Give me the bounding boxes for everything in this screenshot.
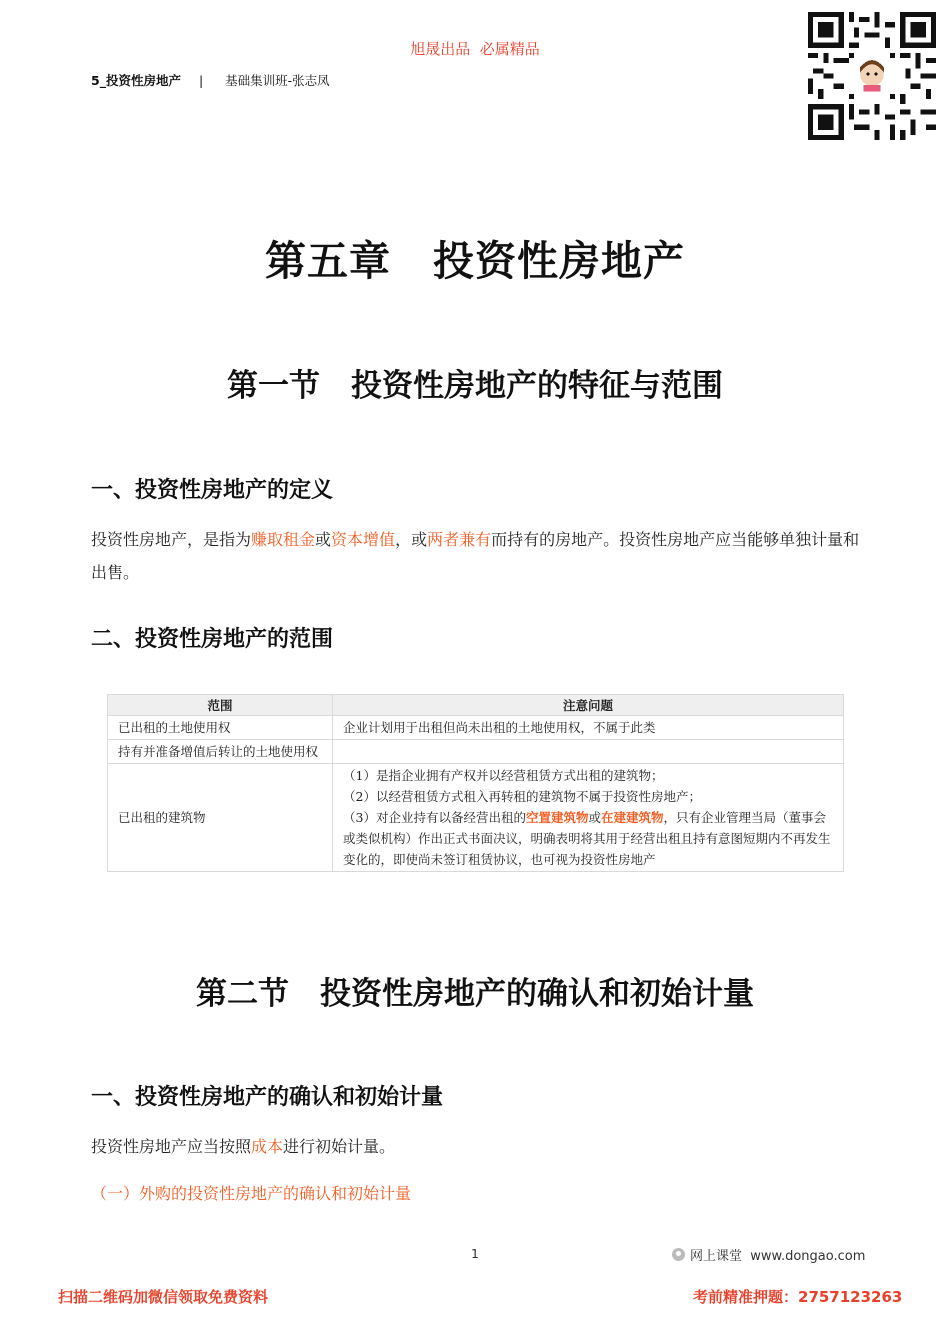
highlight-building-under-construction: 在建建筑物 (601, 810, 664, 825)
table-header-scope: 范围 (108, 695, 333, 716)
scope-table (107, 694, 844, 872)
highlight-cost: 成本 (251, 1137, 284, 1156)
table-cell-scope: 持有并准备增值后转让的土地使用权 (108, 740, 333, 764)
header-separator: | (198, 73, 204, 88)
text-run: 或 (588, 810, 601, 825)
footer-right-ad: 考前精准押题：2757123263 (693, 1288, 903, 1306)
highlight-both: 两者兼有 (427, 530, 492, 549)
section-2-title: 第二节 投资性房地产的确认和初始计量 (196, 976, 754, 1012)
chapter-code: 5_投资性房地产 (91, 73, 181, 88)
note-line (343, 807, 833, 870)
highlight-vacant-building: 空置建筑物 (525, 810, 589, 825)
note-line: （2）以经营租赁方式租入再转租的建筑物不属于投资性房地产； (343, 789, 701, 804)
text-run: 或 (315, 530, 332, 549)
note-line: （1）是指企业拥有产权并以经营租赁方式出租的建筑物； (343, 768, 664, 783)
page-number: 1 (471, 1246, 479, 1261)
table-cell-note: 企业计划用于出租但尚未出租的土地使用权，不属于此类 (333, 716, 844, 740)
text-run: 投资性房地产，是指为 (91, 530, 252, 549)
definition-heading: 一、投资性房地产的定义 (91, 477, 334, 503)
table-cell-scope: 已出租的土地使用权 (108, 716, 333, 740)
text-run: 而持有的房地产。投资性房地产应当能够单独计量和出售。 (91, 530, 860, 582)
text-run: （3）对企业持有以备经营出租的 (343, 810, 526, 825)
table-cell-note (333, 740, 844, 764)
highlight-capital-appreciation: 资本增值 (331, 530, 396, 549)
table-cell-scope: 已出租的建筑物 (108, 764, 333, 872)
table-cell-note (333, 764, 844, 872)
text-run: ，或 (395, 530, 428, 549)
site-logo[interactable] (672, 1245, 865, 1264)
text-run: 进行初始计量。 (283, 1137, 396, 1156)
running-header (91, 71, 330, 89)
definition-paragraph (91, 523, 866, 589)
footer-left-ad: 扫描二维码加微信领取免费资料 (58, 1288, 269, 1306)
highlight-rent: 赚取租金 (251, 530, 316, 549)
header-slogan: 旭晟出品 必属精品 (410, 40, 540, 58)
text-run: ，只有企业管理当局（董事会或类似机构）作出正式书面决议，明确表明将其用于经营出租且持有意图短期内不再发生变化的，即使尚未签订租赁协议，也可视为投资性房地产 (343, 810, 831, 867)
table-header-row (108, 695, 844, 716)
table-row (108, 764, 844, 872)
course-name: 基础集训班-张志凤 (225, 73, 330, 88)
chapter-title: 第五章 投资性房地产 (265, 237, 685, 285)
recognition-heading: 一、投资性房地产的确认和初始计量 (91, 1084, 444, 1110)
table-row (108, 740, 844, 764)
dongao-logo-icon (672, 1248, 685, 1261)
table-row (108, 716, 844, 740)
scope-heading: 二、投资性房地产的范围 (91, 626, 334, 652)
subsection-heading: （一）外购的投资性房地产的确认和初始计量 (91, 1184, 412, 1203)
qr-code-icon (808, 12, 936, 140)
table-header-notes: 注意问题 (333, 695, 844, 716)
section-1-title: 第一节 投资性房地产的特征与范围 (227, 368, 723, 404)
site-label: 网上课堂 www.dongao.com (690, 1249, 866, 1264)
text-run: 投资性房地产应当按照 (91, 1137, 252, 1156)
recognition-paragraph (91, 1130, 866, 1163)
